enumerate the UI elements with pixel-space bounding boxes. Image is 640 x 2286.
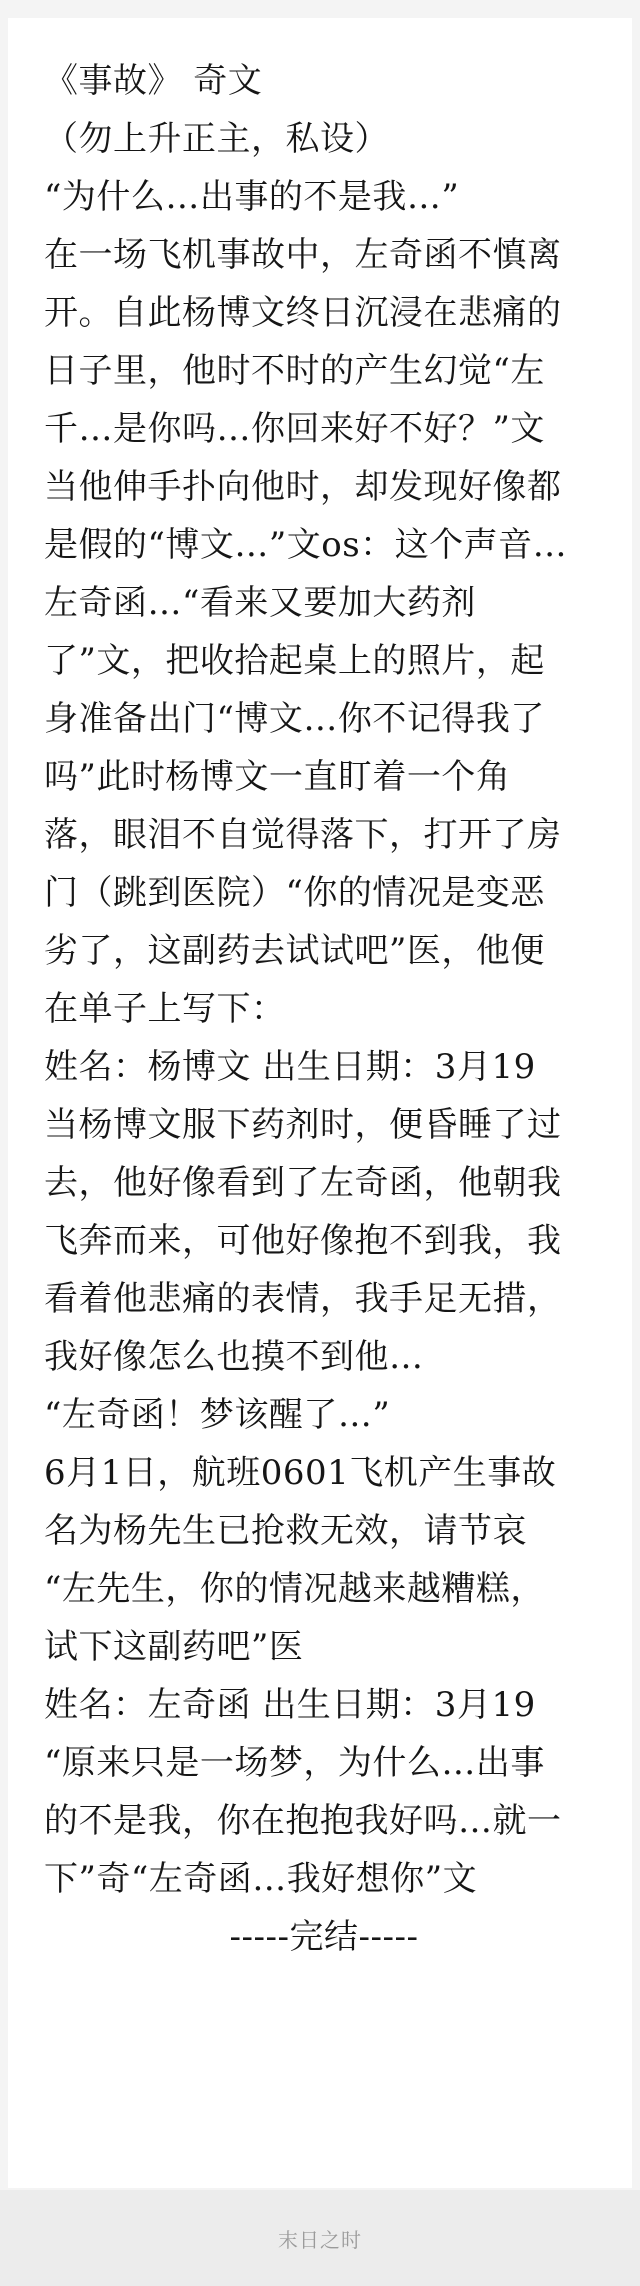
story-line: 在单子上写下： [44,989,286,1029]
top-strip [0,0,640,18]
story-line: 千…是你吗…你回来好不好？”文 [44,409,545,449]
story-line: 飞奔而来，可他好像抱不到我，我 [44,1221,562,1261]
story-line: 左奇函…“看来又要加大药剂 [44,583,476,623]
story-line: 劣了，这副药去试试吧”医，他便 [44,931,545,971]
story-line: “为什么…出事的不是我…” [44,177,460,217]
story-line: 下”奇“左奇函…我好想你”文 [44,1859,478,1899]
story-line: （勿上升正主，私设） [44,119,389,159]
story-line: 当杨博文服下药剂时，便昏睡了过 [44,1105,562,1145]
story-line: 在一场飞机事故中，左奇函不慎离 [44,235,562,275]
story-line: 我好像怎么也摸不到他… [44,1337,424,1377]
story-line: 落，眼泪不自觉得落下，打开了房 [44,815,562,855]
story-line: 吗”此时杨博文一直盯着一个角 [44,757,511,797]
story-paper [8,18,632,2188]
story-line: “原来只是一场梦，为什么…出事 [44,1743,545,1783]
story-line: 是假的“博文…”文os：这个声音… [44,525,568,565]
story-line: 开。自此杨博文终日沉浸在悲痛的 [44,293,562,333]
story-line: “左奇函！梦该醒了…” [44,1395,391,1435]
story-line: 《事故》 奇文 [44,61,263,101]
end-mark: -----完结----- [229,1917,419,1957]
story-line: 看着他悲痛的表情，我手足无措， [44,1279,562,1319]
story-line: 了”文，把收拾起桌上的照片，起 [44,641,545,681]
story-line: 身准备出门“博文…你不记得我了 [44,699,545,739]
story-line: 的不是我，你在抱抱我好吗…就一 [44,1801,562,1841]
story-line: 姓名：左奇函 出生日期：3月19 [44,1685,536,1725]
story-line: 当他伸手扑向他时，却发现好像都 [44,467,562,507]
story-line: 名为杨先生已抢救无效，请节哀 [44,1511,527,1551]
story-line: “左先生，你的情况越来越糟糕， [44,1569,545,1609]
story-line: 去，他好像看到了左奇函，他朝我 [44,1163,562,1203]
story-line: 试下这副药吧”医 [44,1627,304,1667]
story-line: 日子里，他时不时的产生幻觉“左 [44,351,545,391]
story-line: 6月1日，航班0601飞机产生事故 [44,1453,557,1493]
footer-text: 末日之时 [278,2227,362,2252]
story-line: 姓名：杨博文 出生日期：3月19 [44,1047,536,1087]
story-line: 门（跳到医院）“你的情况是变恶 [44,873,545,913]
footer-bar [0,2190,640,2286]
story-lines [44,52,614,1966]
